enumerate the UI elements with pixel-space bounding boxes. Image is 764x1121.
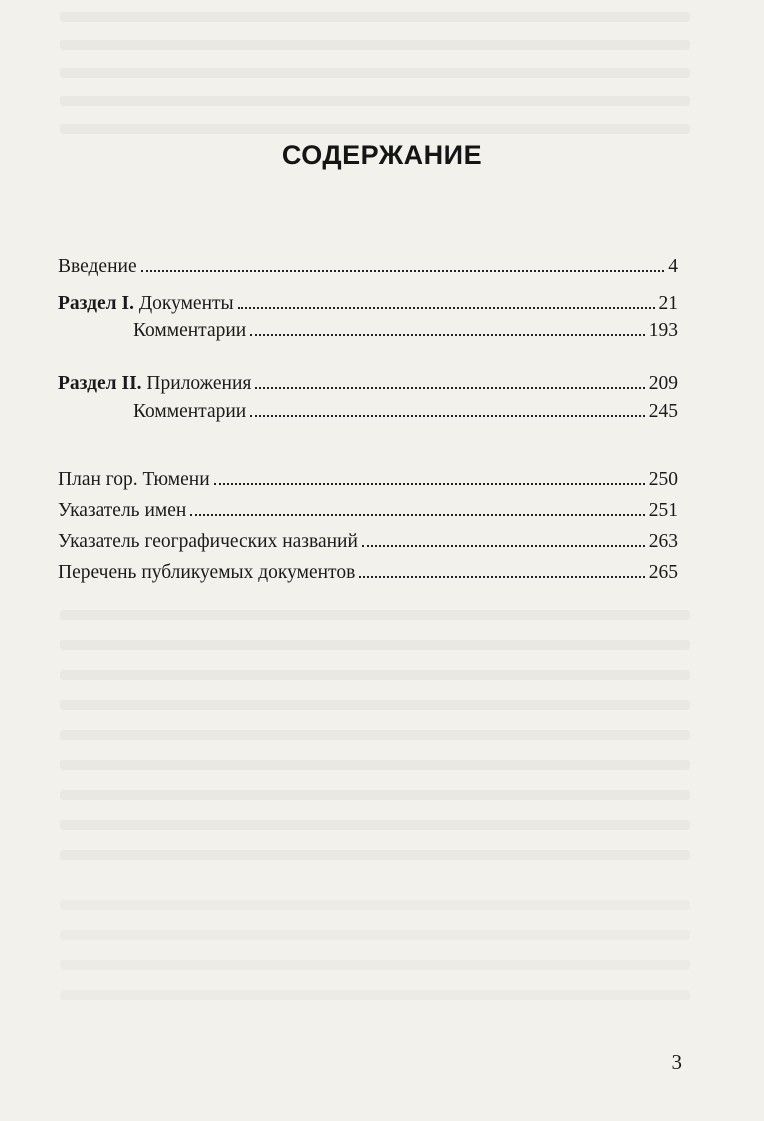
leader-dots	[238, 307, 655, 309]
bleed-through-line	[60, 640, 690, 650]
bleed-through-line	[60, 610, 690, 620]
leader-dots	[362, 545, 645, 547]
toc-entry-page: 250	[648, 469, 678, 490]
toc-entry-label: Комментарии	[133, 320, 247, 341]
bleed-through-line	[60, 850, 690, 860]
leader-dots	[255, 387, 644, 389]
bleed-through-line	[60, 730, 690, 740]
bleed-through-line	[60, 790, 690, 800]
toc-entry-label: Указатель имен	[58, 500, 187, 521]
bleed-through-line	[60, 930, 690, 940]
toc-entry-page: 263	[648, 531, 678, 552]
toc-entry-page: 245	[648, 401, 678, 422]
toc-entry-label: Комментарии	[133, 401, 247, 422]
toc-entry-page: 21	[658, 293, 678, 314]
toc-entry-name-index[interactable]	[58, 499, 678, 523]
toc-entry-label: Введение	[58, 256, 137, 277]
toc-entry-page: 193	[648, 320, 678, 341]
leader-dots	[250, 415, 645, 417]
bleed-through-line	[60, 124, 690, 134]
bleed-through-line	[60, 990, 690, 1000]
toc-entry-section-2[interactable]	[58, 372, 678, 396]
toc-entry-section-2-comments[interactable]	[133, 400, 678, 424]
bleed-through-line	[60, 68, 690, 78]
toc-entry-introduction[interactable]	[58, 255, 678, 279]
bleed-through-line	[60, 12, 690, 22]
toc-entry-label: Указатель географических названий	[58, 531, 358, 552]
leader-dots	[190, 514, 644, 516]
toc-entry-page: 209	[648, 373, 678, 394]
leader-dots	[141, 270, 665, 272]
toc-entry-label: План гор. Тюмени	[58, 469, 210, 490]
toc-entry-section-1-comments[interactable]	[133, 319, 678, 343]
bleed-through-line	[60, 900, 690, 910]
bleed-through-line	[60, 760, 690, 770]
bleed-through-line	[60, 670, 690, 680]
bleed-through-line	[60, 700, 690, 710]
leader-dots	[359, 576, 644, 578]
page-number: 3	[671, 1050, 682, 1074]
toc-entry-label: Раздел II. Приложения	[58, 373, 252, 394]
leader-dots	[250, 334, 645, 336]
bleed-through-line	[60, 960, 690, 970]
toc-entry-label: Раздел I. Документы	[58, 293, 234, 314]
toc-entry-page: 251	[648, 500, 678, 521]
bleed-through-line	[60, 96, 690, 106]
toc-entry-geo-index[interactable]	[58, 530, 678, 554]
leader-dots	[214, 483, 645, 485]
toc-entry-city-plan[interactable]	[58, 468, 678, 492]
page-title: СОДЕРЖАНИЕ	[281, 140, 483, 170]
toc-entry-label: Перечень публикуемых документов	[58, 562, 356, 583]
toc-entry-page: 265	[648, 562, 678, 583]
bleed-through-line	[60, 40, 690, 50]
toc-entry-section-1[interactable]	[58, 292, 678, 316]
toc-entry-document-list[interactable]	[58, 561, 678, 585]
toc-entry-page: 4	[668, 256, 678, 277]
bleed-through-line	[60, 820, 690, 830]
